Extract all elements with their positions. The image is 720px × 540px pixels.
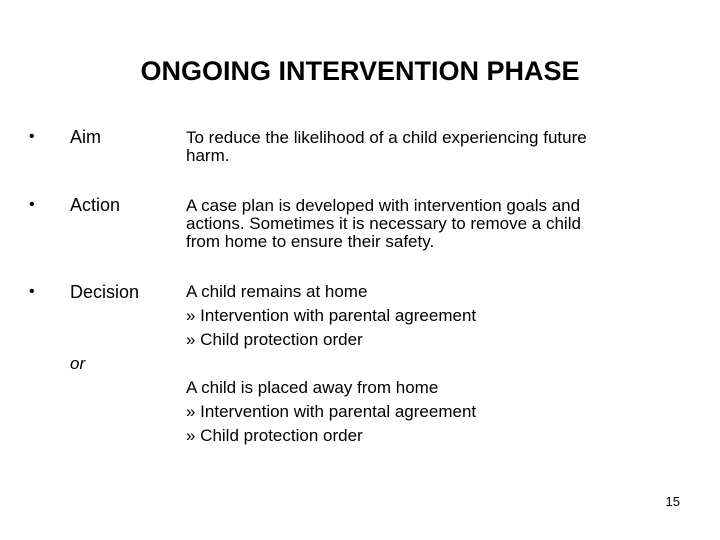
term-action: Action (70, 195, 121, 215)
description-line: » Child protection order (186, 426, 363, 445)
description-alternative (186, 376, 686, 448)
description-line: harm. (186, 146, 230, 165)
description-line: To reduce the likelihood of a child experiencing future (186, 128, 587, 147)
page-number: 15 (665, 494, 680, 509)
or-label: or (70, 354, 86, 373)
description-action (186, 197, 686, 251)
description-line: » Intervention with parental agreement (186, 306, 477, 325)
description-line: A child remains at home (186, 282, 368, 301)
description-line: actions. Sometimes it is necessary to remove a child (186, 214, 581, 233)
term-aim: Aim (70, 127, 101, 147)
description-line: » Child protection order (186, 330, 363, 349)
slide-title: ONGOING INTERVENTION PHASE (140, 56, 580, 86)
term-decision: Decision (70, 282, 140, 302)
description-aim (186, 129, 686, 165)
description-decision (186, 280, 686, 352)
bullet-glyph: • (29, 196, 35, 213)
description-line: A child is placed away from home (186, 378, 439, 397)
description-line: A case plan is developed with intervention goals and (186, 196, 581, 215)
bullet-glyph: • (29, 128, 35, 145)
description-line: from home to ensure their safety. (186, 232, 435, 251)
description-line: » Intervention with parental agreement (186, 402, 477, 421)
bullet-glyph: • (29, 283, 35, 300)
